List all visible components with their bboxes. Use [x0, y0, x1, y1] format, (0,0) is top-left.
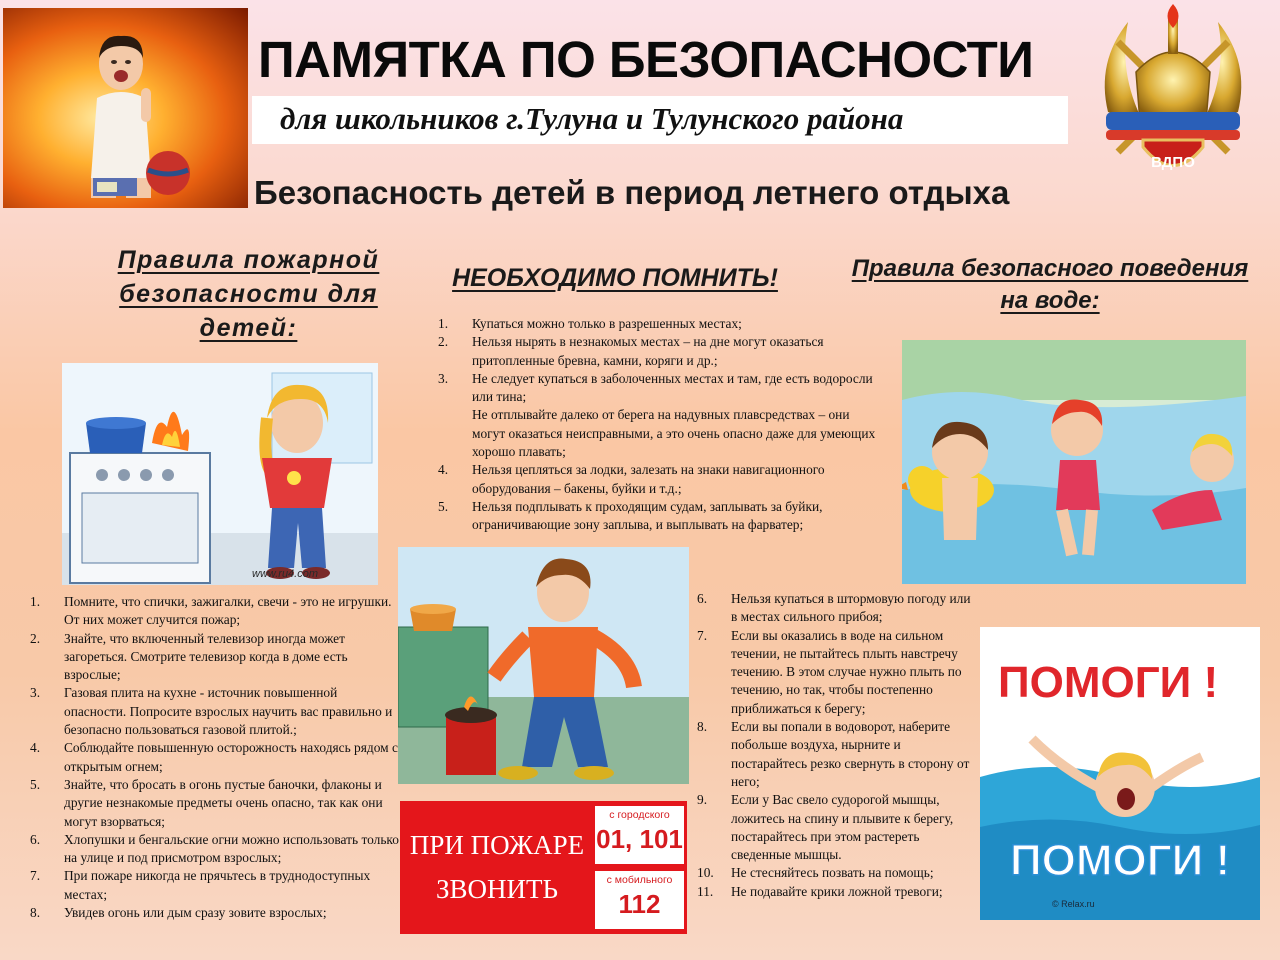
list-item: 9. Если у Вас свело судорогой мышцы, ложитесь на спину и плывите к берегу, постарайтесь при этом растереть сведенные мышцы.	[697, 792, 954, 863]
water-rules-heading-line: Правила безопасного поведения	[851, 255, 1249, 282]
fire-rules-heading-line: детей:	[199, 313, 298, 342]
summer-safety-title: Безопасность детей в период летнего отдыха	[254, 174, 1010, 211]
ball-icon	[143, 148, 193, 198]
matchbox-icon	[91, 176, 139, 198]
list-item: 7. Если вы оказались в воде на сильном течении, не пытайтесь плыть навстречу течению. В этом случае нужно плыть по течению, но так, чтобы постепенно приближаться к берегу;	[697, 627, 962, 716]
vdpo-emblem-icon	[1088, 2, 1258, 184]
list-item: 10. Не стесняйтесь позвать на помощь;	[697, 865, 934, 881]
list-item: 4. Соблюдайте повышенную осторожность находясь рядом с открытым огнем;	[30, 740, 398, 774]
drowning-help-drawing	[980, 627, 1260, 920]
city-phone-box	[595, 806, 684, 864]
mobile-phone-number: 112	[618, 889, 661, 919]
list-item: 8. Увидев огонь или дым сразу зовите взрослых;	[30, 905, 327, 921]
swimming-kids-illustration	[902, 340, 1246, 584]
swimming-kids-drawing	[902, 340, 1246, 584]
city-phone-numbers: 01, 101	[596, 824, 683, 854]
help-credit: © Relax.ru	[1052, 899, 1095, 909]
kitchen-fire-illustration	[62, 363, 378, 585]
list-item: 2. Знайте, что включенный телевизор иногда может загореться. Смотрите телевизор когда в доме есть взрослые;	[30, 630, 348, 683]
must-remember-list	[438, 315, 878, 535]
fire-rules-heading-line: безопасности для	[119, 279, 378, 308]
emblem-label: ВДПО	[1151, 154, 1195, 171]
fire-rules-heading-line: Правила пожарной	[117, 246, 380, 274]
list-item: 4. Нельзя цепляться за лодки, залезать на знаки навигационного оборудования – бакены, буйки и т.д.;	[438, 462, 825, 496]
boy-fire-drawing	[398, 547, 689, 784]
drowning-help-illustration	[980, 627, 1260, 920]
emergency-line-1: ПРИ ПОЖАРЕ	[409, 830, 585, 860]
poster-title: ПАМЯТКА ПО БЕЗОПАСНОСТИ	[258, 31, 1034, 88]
fire-rules-list	[30, 593, 402, 922]
list-item: 3. Газовая плита на кухне - источник повышенной опасности. Попросите взрослых научить вас правильно и безопасно пользоваться газовой плитой.;	[30, 685, 393, 738]
mobile-phone-box	[595, 871, 684, 929]
water-rules-heading-line: на воде:	[1000, 287, 1100, 315]
list-item: 11. Не подавайте крики ложной тревоги;	[697, 883, 943, 899]
list-item: 1. Помните, что спички, зажигалки, свечи - это не игрушки. От них может случится пожар;	[30, 594, 392, 628]
water-rules-heading	[826, 253, 1274, 318]
help-word-top: ПОМОГИ !	[998, 658, 1219, 707]
list-item: 6. Хлопушки и бенгальские огни можно использовать только на улице и под присмотром взрослых;	[30, 831, 399, 866]
list-item: 7. При пожаре никогда не прячьтесь в труднодоступных местах;	[30, 868, 371, 902]
list-item-extra: Не отплывайте далеко от берега на надувных плавсредствах – они могут оказаться неисправными, а это очень опасно даже для умеющих хорошо плавать;	[472, 407, 876, 460]
must-remember-heading: НЕОБХОДИМО ПОМНИТЬ!	[452, 264, 778, 292]
kitchen-fire-drawing	[62, 363, 378, 585]
list-item: 8. Если вы попали в водоворот, наберите побольше воздуха, нырните и постарайтесь резко свернуть в сторону от него;	[697, 719, 970, 789]
list-item: 6. Нельзя купаться в штормовую погоду или в местах сильного прибоя;	[697, 591, 971, 625]
poster-subtitle: для школьников г.Тулуна и Тулунского района	[280, 101, 904, 136]
mobile-phone-label: с мобильного	[606, 874, 673, 886]
boy-fire-illustration	[398, 547, 689, 784]
help-word-bottom: ПОМОГИ !	[1010, 836, 1231, 885]
emergency-line-2: ЗВОНИТЬ	[435, 874, 559, 904]
list-item: 5. Знайте, что бросать в огонь пустые баночки, флаконы и другие незнакомые предметы очень опасно, так как они могут взорваться;	[30, 776, 383, 829]
city-phone-label: с городского	[609, 809, 670, 821]
fire-rules-heading	[86, 244, 411, 345]
child-fire-photo	[3, 8, 248, 208]
list-item: 2. Нельзя нырять в незнакомых местах – на дне могут оказаться притопленные бревна, камни, коряги и др.;	[438, 334, 824, 368]
list-item: 5. Нельзя подплывать к проходящим судам, заплывать за буйки, ограничивающие зону заплыва, и выплывать на фарватер;	[438, 498, 823, 533]
list-item: 3. Не следует купаться в заболоченных местах и там, где есть водоросли или тина; Не отплывайте далеко от берега на надувных плавсредствах – они могут оказаться неисправными, а это очень опасно даже для умеющих хорошо плавать;	[438, 370, 878, 461]
kitchen-watermark: www.ru4.com	[252, 568, 319, 580]
list-item: 1. Купаться можно только в разрешенных местах;	[438, 316, 742, 331]
water-rules-list	[697, 590, 972, 901]
